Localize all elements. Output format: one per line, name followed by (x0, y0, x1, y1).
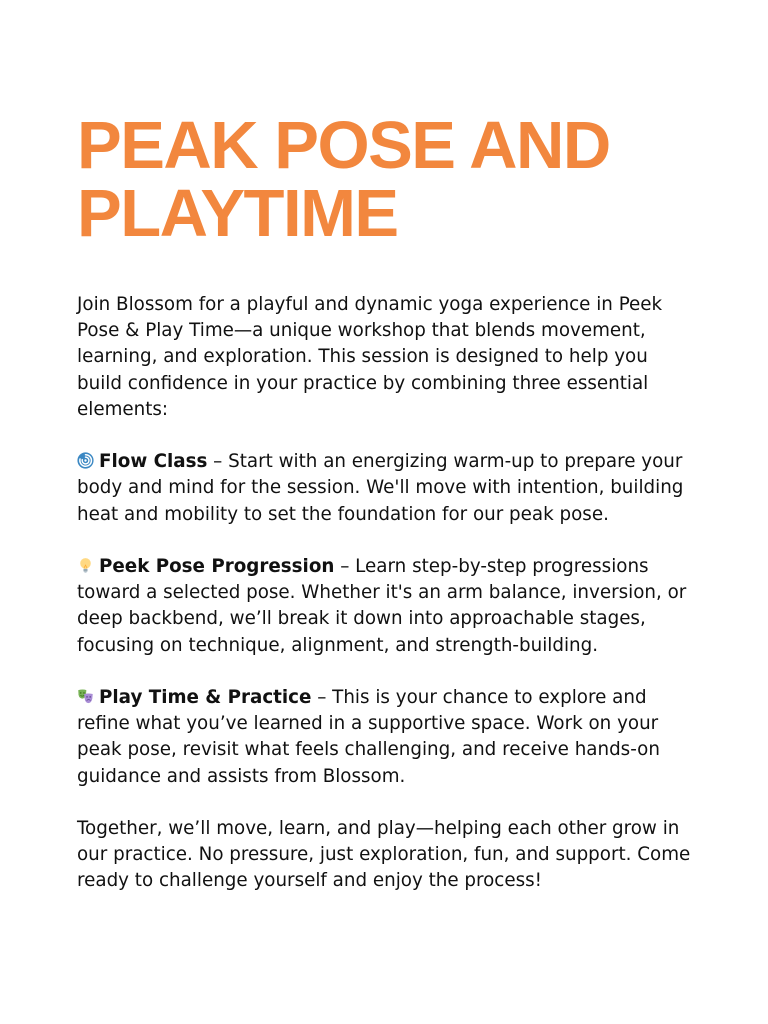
section-flow-class (77, 449, 698, 528)
section-text: This is your chance to explore and refine what you’ve learned in a supportive space. Work on your peak pose, revisit what feels challenging, and receive hands-on guidance and assists from Blossom. (77, 687, 660, 787)
section-heading: Flow Class (99, 451, 208, 473)
lightbulb-icon (77, 557, 94, 574)
closing-paragraph: Together, we’ll move, learn, and play—helping each other grow in our practice. No pressure, just exploration, fun, and support. Come ready to challenge yourself and enjoy the process! (77, 818, 691, 892)
section-play-time-practice (77, 685, 698, 790)
page-title: PEAK POSE AND PLAYTIME (77, 108, 610, 251)
section-text: Learn step-by-step progressions toward a selected pose. Whether it's an arm balance, inversion, or deep backbend, we’ll break it down into approachable stages, focusing on technique, alignment, and strength-building. (77, 556, 687, 656)
section-separator: – (311, 687, 333, 708)
section-peek-pose-progression (77, 554, 698, 659)
cyclone-icon (77, 452, 94, 469)
description (77, 292, 698, 895)
section-separator: – (207, 451, 229, 473)
section-text: Start with an energizing warm-up to prepare your body and mind for the session. We'll move with intention, building heat and mobility to set the foundation for our peak pose. (77, 451, 684, 525)
section-separator: – (334, 556, 356, 577)
theater-masks-icon (77, 688, 94, 705)
section-heading: Peek Pose Progression (99, 556, 335, 577)
section-heading: Play Time & Practice (99, 687, 312, 708)
intro-paragraph: Join Blossom for a playful and dynamic yoga experience in Peek Pose & Play Time—a unique workshop that blends movement, learning, and exploration. This session is designed to help you build confidence in your practice by combining three essential elements: (77, 294, 663, 420)
